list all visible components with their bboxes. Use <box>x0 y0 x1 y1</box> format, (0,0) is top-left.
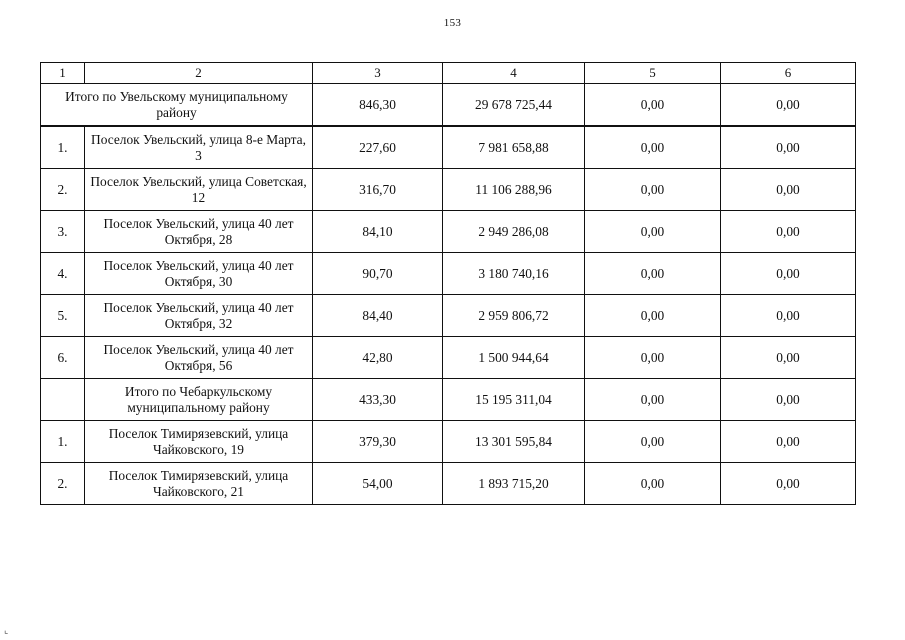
subtotal-label: Итого по Увельскому муниципальному району <box>41 84 313 127</box>
column-header: 5 <box>585 63 721 84</box>
cell-area: 379,30 <box>313 421 443 463</box>
cell-area: 316,70 <box>313 169 443 211</box>
cell-col5: 0,00 <box>585 463 721 505</box>
cell-area: 84,10 <box>313 211 443 253</box>
column-header: 1 <box>41 63 85 84</box>
cell-area: 90,70 <box>313 253 443 295</box>
table-row <box>41 421 856 463</box>
cell-col6: 0,00 <box>721 253 856 295</box>
cell-address: Поселок Увельский, улица Советская, 12 <box>85 169 313 211</box>
cell-number: 1. <box>41 421 85 463</box>
cell-address: Поселок Тимирязевский, улица Чайковского, 21 <box>85 463 313 505</box>
cell-col5: 0,00 <box>585 421 721 463</box>
cell-area: 84,40 <box>313 295 443 337</box>
cell-number: 2. <box>41 169 85 211</box>
table-row <box>41 463 856 505</box>
cell-area: 433,30 <box>313 379 443 421</box>
data-table <box>40 62 856 505</box>
page-number: 153 <box>443 17 462 29</box>
cell-number: 1. <box>41 126 85 169</box>
cell-col5: 0,00 <box>585 379 721 421</box>
cell-address: Поселок Увельский, улица 40 лет Октября, 30 <box>85 253 313 295</box>
cell-address: Поселок Увельский, улица 40 лет Октября, 28 <box>85 211 313 253</box>
cell-number: 3. <box>41 211 85 253</box>
cell-col5: 0,00 <box>585 126 721 169</box>
column-header: 2 <box>85 63 313 84</box>
cell-col6: 0,00 <box>721 337 856 379</box>
cell-amount: 13 301 595,84 <box>443 421 585 463</box>
subtotal-row-uvelsky <box>41 84 856 127</box>
cell-col6: 0,00 <box>721 126 856 169</box>
cell-col5: 0,00 <box>585 169 721 211</box>
cell-col5: 0,00 <box>585 295 721 337</box>
subtotal-label: Итого по Чебаркульскому муниципальному району <box>85 379 313 421</box>
table-row <box>41 126 856 169</box>
column-header: 6 <box>721 63 856 84</box>
cell-amount: 1 893 715,20 <box>443 463 585 505</box>
cell-area: 227,60 <box>313 126 443 169</box>
cell-col6: 0,00 <box>721 295 856 337</box>
cell-address: Поселок Увельский, улица 8-е Марта, 3 <box>85 126 313 169</box>
cell-number <box>41 379 85 421</box>
scan-corner-mark: ⌞ <box>4 626 9 636</box>
cell-amount: 1 500 944,64 <box>443 337 585 379</box>
cell-number: 2. <box>41 463 85 505</box>
cell-col6: 0,00 <box>721 169 856 211</box>
cell-col5: 0,00 <box>585 337 721 379</box>
table-row <box>41 253 856 295</box>
cell-col5: 0,00 <box>585 84 721 127</box>
cell-amount: 2 949 286,08 <box>443 211 585 253</box>
column-header: 3 <box>313 63 443 84</box>
cell-col6: 0,00 <box>721 463 856 505</box>
cell-number: 6. <box>41 337 85 379</box>
cell-col5: 0,00 <box>585 211 721 253</box>
subtotal-row-chebarkulsky <box>41 379 856 421</box>
cell-number: 5. <box>41 295 85 337</box>
cell-col6: 0,00 <box>721 211 856 253</box>
table-row <box>41 211 856 253</box>
table-row <box>41 337 856 379</box>
cell-col6: 0,00 <box>721 379 856 421</box>
cell-address: Поселок Тимирязевский, улица Чайковского, 19 <box>85 421 313 463</box>
cell-area: 42,80 <box>313 337 443 379</box>
cell-area: 846,30 <box>313 84 443 127</box>
cell-amount: 15 195 311,04 <box>443 379 585 421</box>
cell-amount: 11 106 288,96 <box>443 169 585 211</box>
cell-col6: 0,00 <box>721 421 856 463</box>
cell-amount: 29 678 725,44 <box>443 84 585 127</box>
cell-address: Поселок Увельский, улица 40 лет Октября, 32 <box>85 295 313 337</box>
column-header: 4 <box>443 63 585 84</box>
cell-amount: 7 981 658,88 <box>443 126 585 169</box>
table-row <box>41 295 856 337</box>
cell-col6: 0,00 <box>721 84 856 127</box>
cell-col5: 0,00 <box>585 253 721 295</box>
cell-amount: 2 959 806,72 <box>443 295 585 337</box>
table-row <box>41 169 856 211</box>
table-header-row <box>41 63 856 84</box>
cell-address: Поселок Увельский, улица 40 лет Октября, 56 <box>85 337 313 379</box>
cell-number: 4. <box>41 253 85 295</box>
cell-area: 54,00 <box>313 463 443 505</box>
cell-amount: 3 180 740,16 <box>443 253 585 295</box>
